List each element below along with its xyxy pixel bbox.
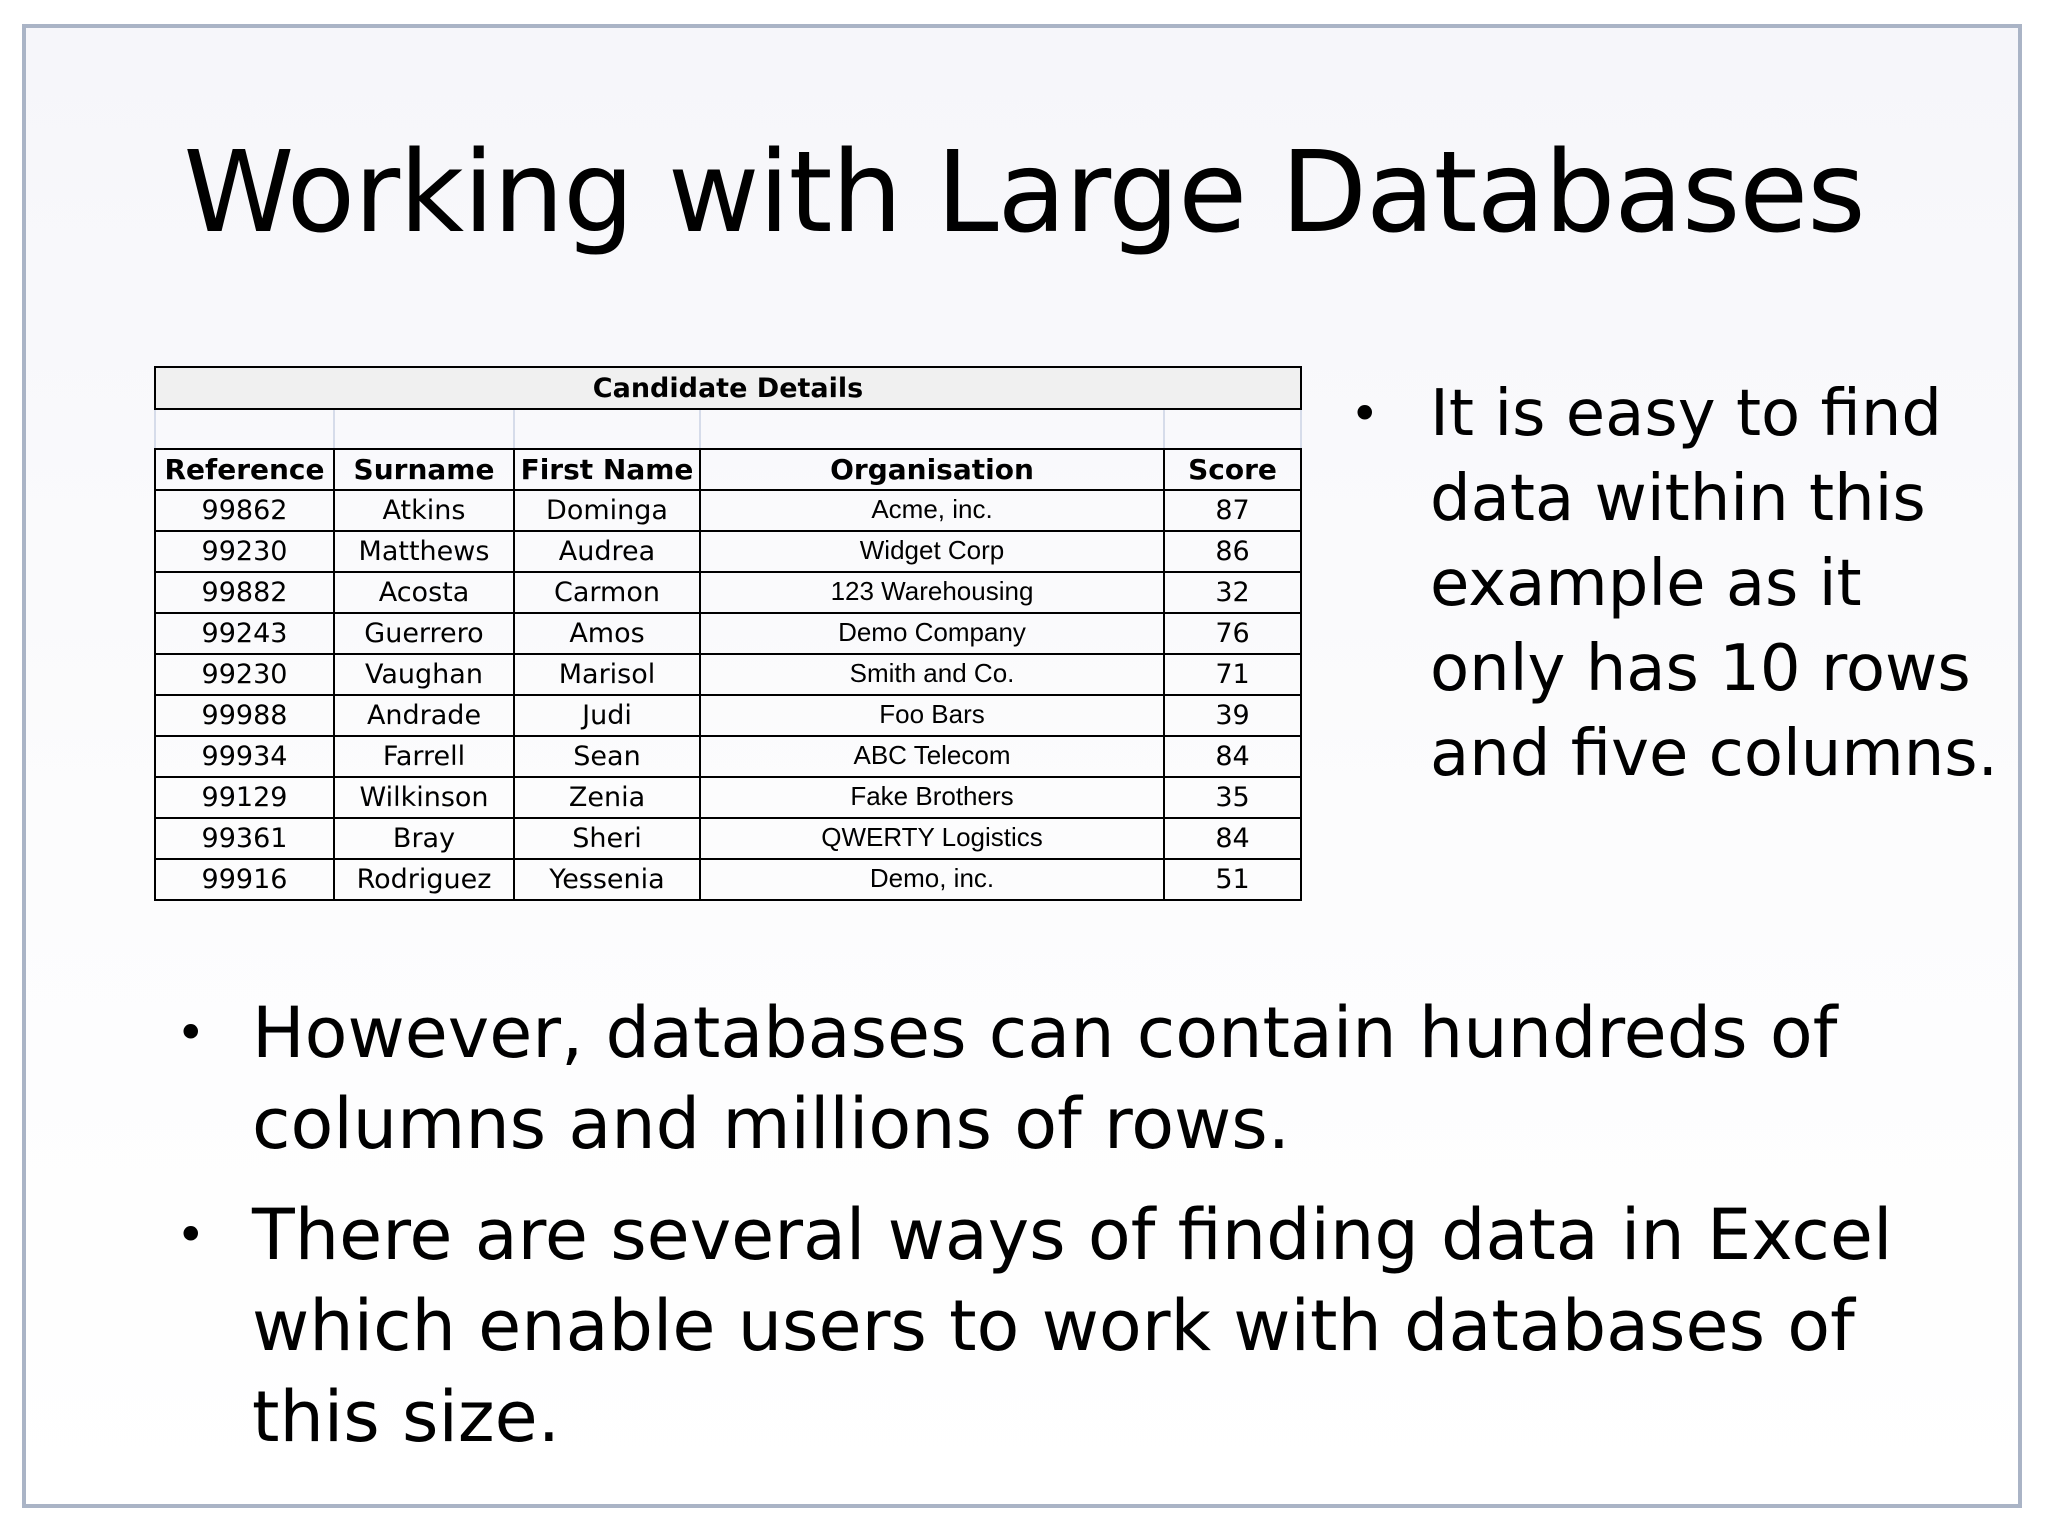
main-bullet-list xyxy=(176,988,1956,1483)
table-cell xyxy=(155,409,334,449)
cell-first-name: Audrea xyxy=(514,531,700,572)
bullet-marker: • xyxy=(176,1004,206,1062)
table-row xyxy=(155,736,1301,777)
cell-organisation: Acme, inc. xyxy=(700,490,1164,531)
cell-score: 71 xyxy=(1164,654,1301,695)
table-row xyxy=(155,777,1301,818)
cell-reference: 99230 xyxy=(155,531,334,572)
cell-surname: Farrell xyxy=(334,736,514,777)
cell-score: 84 xyxy=(1164,818,1301,859)
table-row xyxy=(155,613,1301,654)
bullet-item xyxy=(176,988,1956,1170)
table-row xyxy=(155,531,1301,572)
slide-title: Working with Large Databases xyxy=(183,128,1865,258)
cell-first-name: Amos xyxy=(514,613,700,654)
table-row xyxy=(155,490,1301,531)
cell-score: 76 xyxy=(1164,613,1301,654)
table-caption: Candidate Details xyxy=(155,367,1301,409)
bullet-text: It is easy to find data within this example as it only has 10 rows and five columns. xyxy=(1430,377,1998,791)
cell-organisation: Fake Brothers xyxy=(700,777,1164,818)
cell-surname: Matthews xyxy=(334,531,514,572)
cell-reference: 99243 xyxy=(155,613,334,654)
cell-surname: Atkins xyxy=(334,490,514,531)
table-header-row xyxy=(155,449,1301,490)
cell-first-name: Judi xyxy=(514,695,700,736)
bullet-marker: • xyxy=(176,1206,206,1264)
cell-organisation: Demo, inc. xyxy=(700,859,1164,900)
table-cell xyxy=(514,409,700,449)
table-row xyxy=(155,654,1301,695)
cell-surname: Wilkinson xyxy=(334,777,514,818)
cell-reference: 99230 xyxy=(155,654,334,695)
cell-score: 87 xyxy=(1164,490,1301,531)
cell-first-name: Zenia xyxy=(514,777,700,818)
cell-surname: Vaughan xyxy=(334,654,514,695)
cell-organisation: Foo Bars xyxy=(700,695,1164,736)
cell-reference: 99361 xyxy=(155,818,334,859)
cell-first-name: Dominga xyxy=(514,490,700,531)
column-header-first-name: First Name xyxy=(514,449,700,490)
cell-reference: 99882 xyxy=(155,572,334,613)
cell-organisation: Smith and Co. xyxy=(700,654,1164,695)
cell-surname: Rodriguez xyxy=(334,859,514,900)
cell-surname: Andrade xyxy=(334,695,514,736)
column-header-surname: Surname xyxy=(334,449,514,490)
cell-first-name: Carmon xyxy=(514,572,700,613)
column-header-score: Score xyxy=(1164,449,1301,490)
cell-reference: 99988 xyxy=(155,695,334,736)
cell-reference: 99934 xyxy=(155,736,334,777)
cell-score: 39 xyxy=(1164,695,1301,736)
cell-first-name: Sheri xyxy=(514,818,700,859)
cell-score: 32 xyxy=(1164,572,1301,613)
table-row xyxy=(155,572,1301,613)
cell-surname: Guerrero xyxy=(334,613,514,654)
cell-organisation: Widget Corp xyxy=(700,531,1164,572)
cell-surname: Bray xyxy=(334,818,514,859)
bullet-item xyxy=(1350,372,2000,797)
cell-first-name: Yessenia xyxy=(514,859,700,900)
table-row xyxy=(155,695,1301,736)
table-cell xyxy=(1164,409,1301,449)
table-cell xyxy=(334,409,514,449)
cell-first-name: Marisol xyxy=(514,654,700,695)
bullet-item xyxy=(176,1190,1956,1463)
table-row xyxy=(155,818,1301,859)
cell-organisation: 123 Warehousing xyxy=(700,572,1164,613)
candidate-details-table xyxy=(154,366,1302,901)
bullet-marker: • xyxy=(1350,385,1380,443)
cell-reference: 99129 xyxy=(155,777,334,818)
table-row xyxy=(155,859,1301,900)
cell-score: 84 xyxy=(1164,736,1301,777)
cell-score: 51 xyxy=(1164,859,1301,900)
cell-score: 35 xyxy=(1164,777,1301,818)
column-header-organisation: Organisation xyxy=(700,449,1164,490)
cell-organisation: QWERTY Logistics xyxy=(700,818,1164,859)
side-bullet-list xyxy=(1350,372,2000,797)
cell-surname: Acosta xyxy=(334,572,514,613)
bullet-text: There are several ways of finding data in Excel which enable users to work with databases of this size. xyxy=(252,1194,1893,1458)
cell-score: 86 xyxy=(1164,531,1301,572)
table-cell xyxy=(700,409,1164,449)
cell-organisation: Demo Company xyxy=(700,613,1164,654)
cell-first-name: Sean xyxy=(514,736,700,777)
cell-organisation: ABC Telecom xyxy=(700,736,1164,777)
bullet-text: However, databases can contain hundreds of columns and millions of rows. xyxy=(252,992,1838,1165)
candidate-table-wrapper xyxy=(154,366,1300,901)
table-spacer-row xyxy=(155,409,1301,449)
cell-reference: 99862 xyxy=(155,490,334,531)
column-header-reference: Reference xyxy=(155,449,334,490)
cell-reference: 99916 xyxy=(155,859,334,900)
